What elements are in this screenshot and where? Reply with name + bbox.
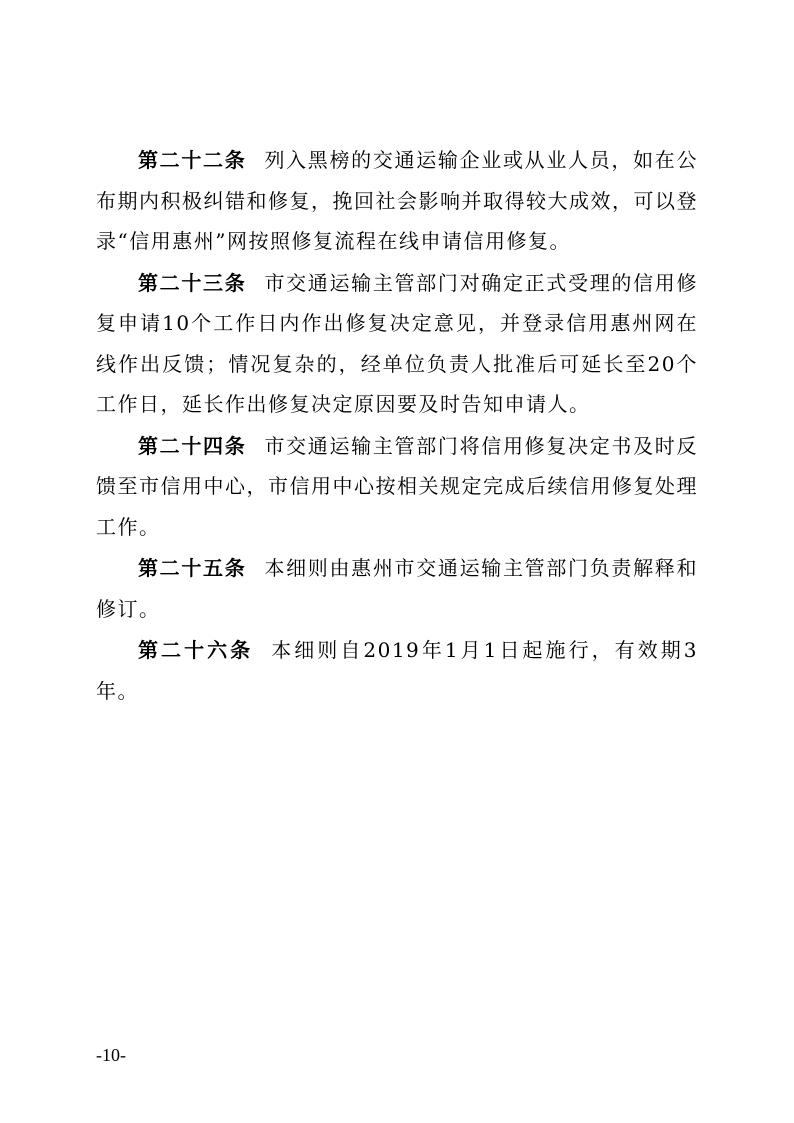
article-24 [96, 426, 698, 548]
article-number: 第二十六条 [138, 638, 254, 662]
article-number: 第二十二条 [138, 148, 247, 172]
article-text: 市交通运输主管部门对确定正式受理的信用修复申请10个工作日内作出修复决定意见，并登录信用惠州网在线作出反馈；情况复杂的，经单位负责人批准后可延长至20个工作日，延长作出修复决定原因要及时告知申请人。 [96, 270, 698, 416]
article-number: 第二十五条 [138, 556, 247, 580]
article-25 [96, 548, 698, 629]
article-text: 列入黑榜的交通运输企业或从业人员，如在公布期内积极纠错和修复，挽回社会影响并取得较大成效，可以登录“信用惠州”网按照修复流程在线申请信用修复。 [96, 148, 698, 253]
article-26 [96, 630, 698, 711]
document-body [96, 140, 698, 712]
article-number: 第二十四条 [138, 433, 247, 458]
article-23 [96, 263, 698, 425]
article-number: 第二十三条 [138, 270, 247, 295]
page-number: -10- [96, 1045, 126, 1065]
article-text: 本细则自2019年1月1日起施行，有效期3年。 [96, 638, 699, 703]
article-text: 市交通运输主管部门将信用修复决定书及时反馈至市信用中心，市信用中心按相关规定完成后续信用修复处理工作。 [96, 433, 698, 539]
article-22 [96, 140, 698, 262]
article-text: 本细则由惠州市交通运输主管部门负责解释和修订。 [96, 556, 698, 621]
